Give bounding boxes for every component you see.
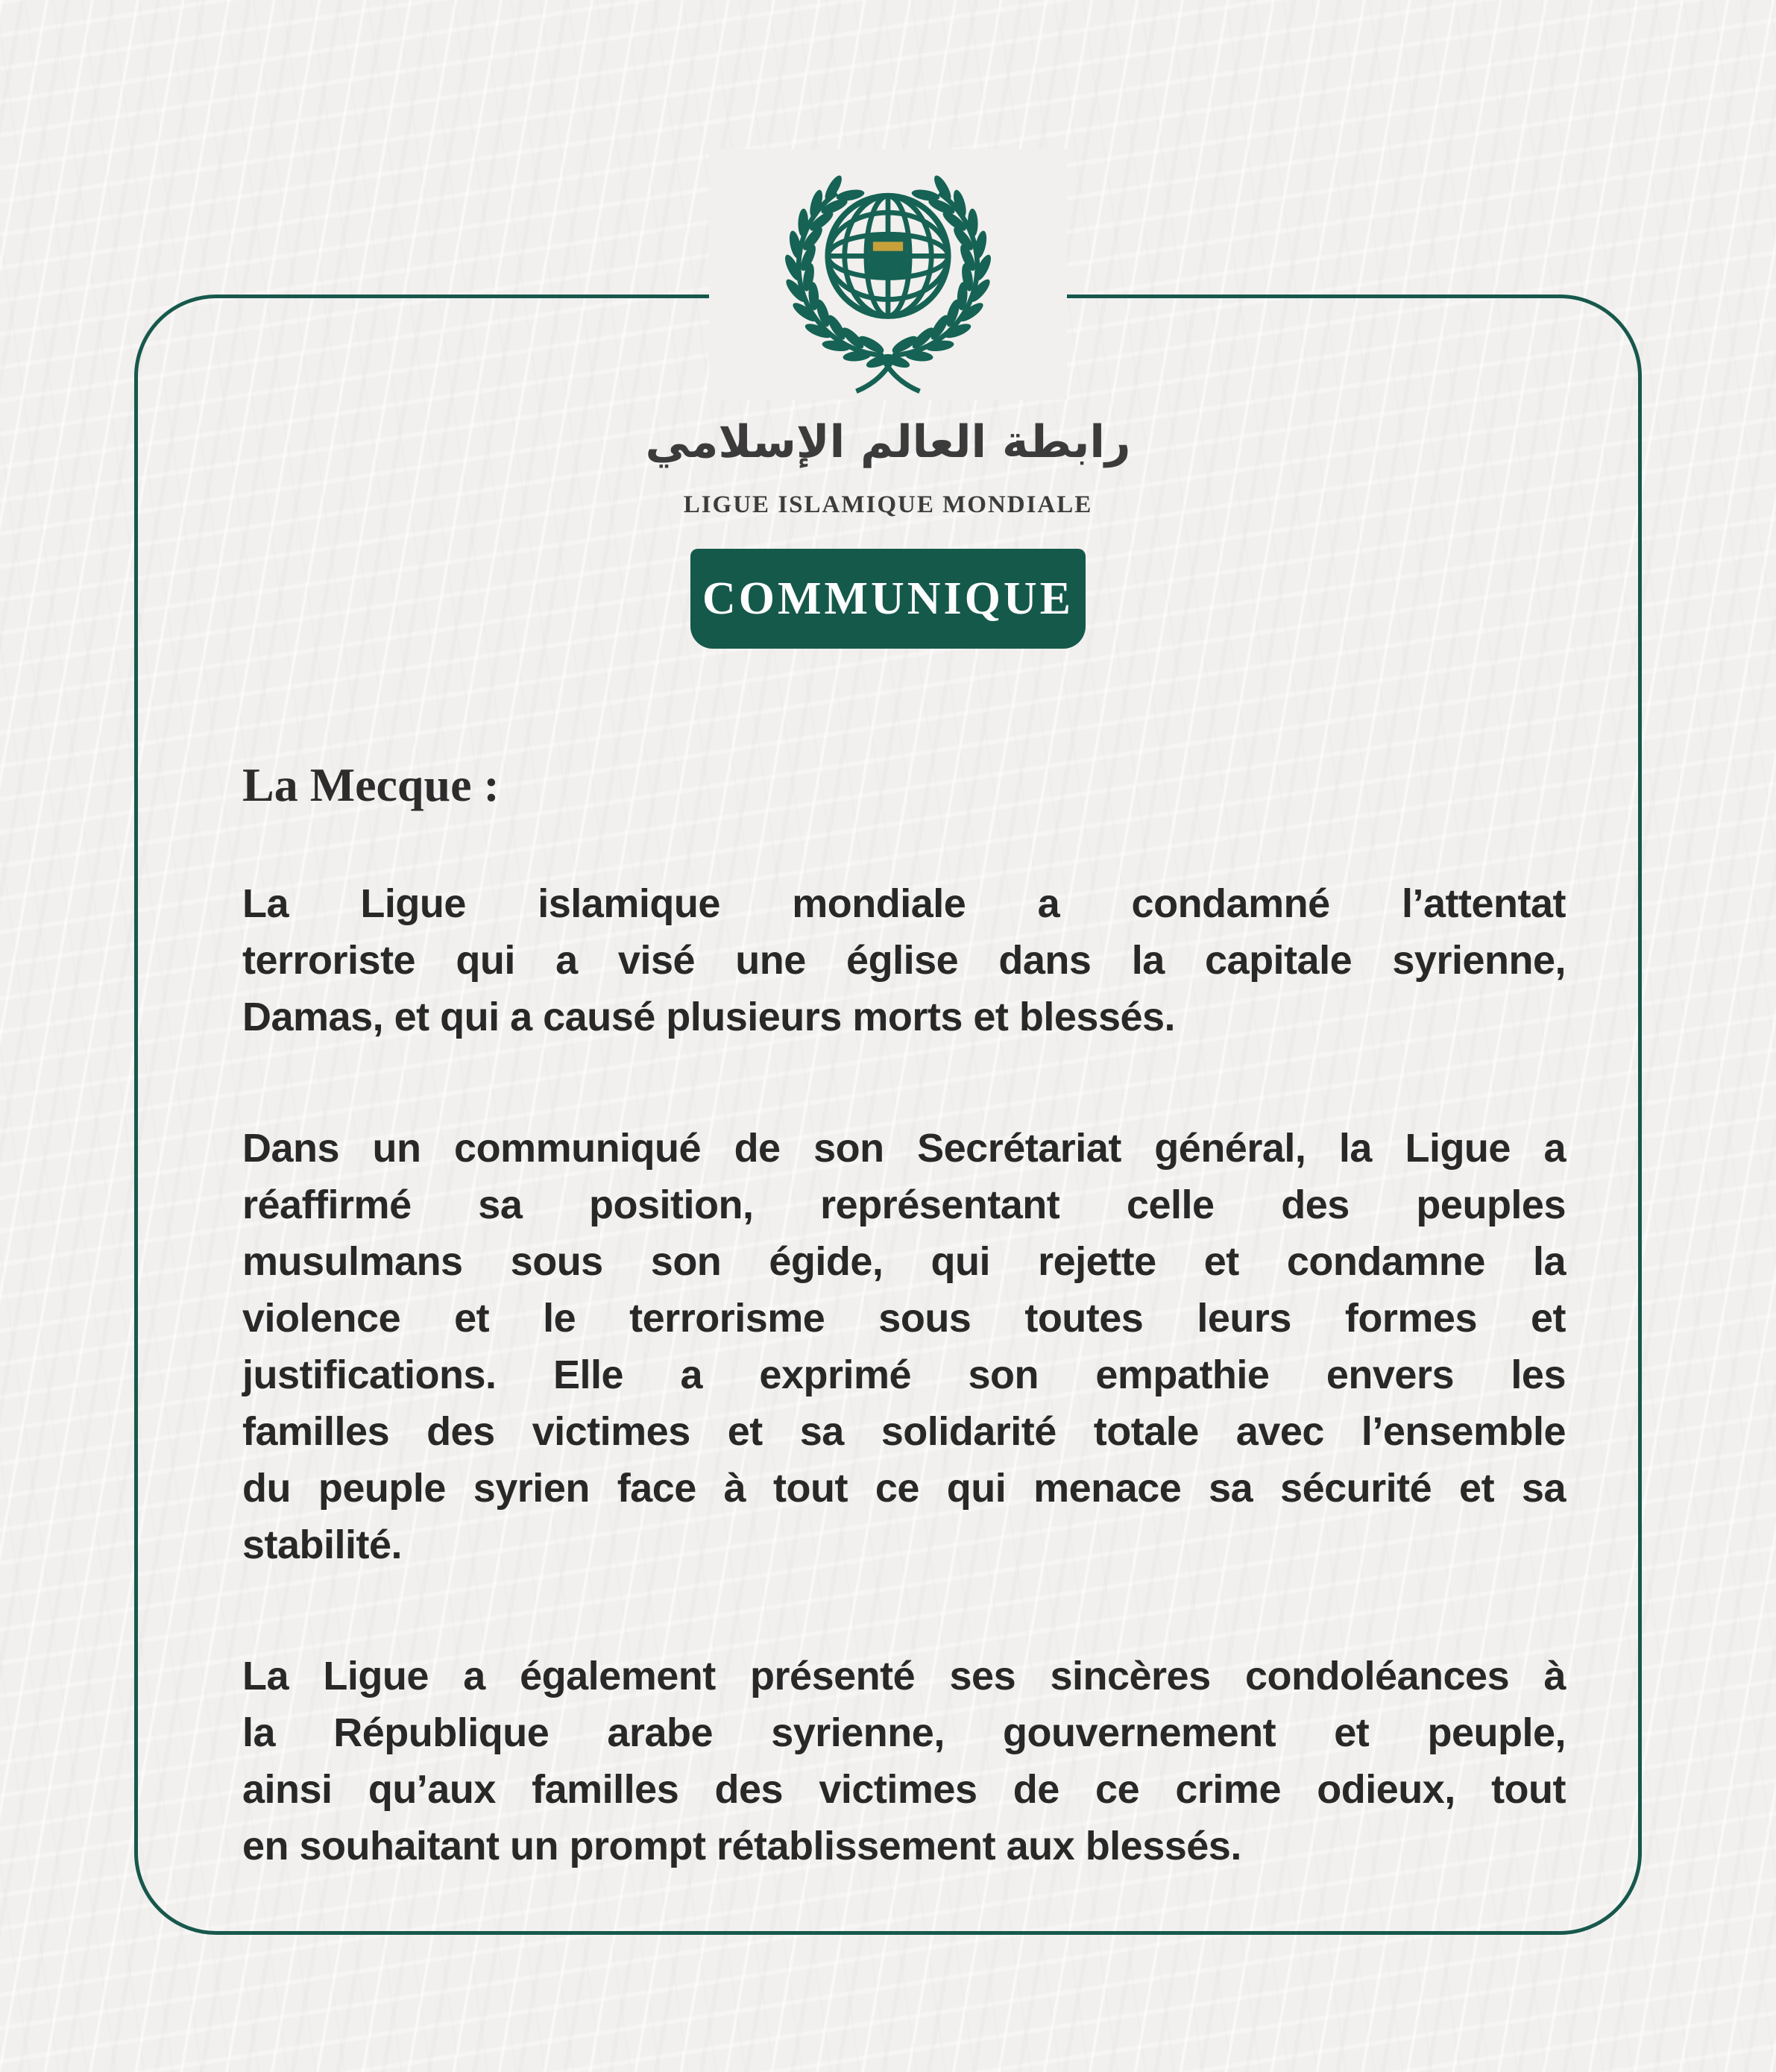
paragraph-line: réaffirmé sa position, représentant celle des peuples — [242, 1183, 1566, 1227]
paragraph-line: violence et le terrorisme sous toutes leurs formes et — [242, 1296, 1566, 1341]
paragraph-line: familles des victimes et sa solidarité totale avec l’ensemble — [242, 1409, 1566, 1454]
paragraph-line: musulmans sous son égide, qui rejette et condamne la — [242, 1239, 1566, 1284]
paragraph-line: Damas, et qui a causé plusieurs morts et blessés. — [242, 995, 1176, 1039]
org-name: LIGUE ISLAMIQUE MONDIALE — [683, 491, 1093, 518]
laurel-wreath-globe-kaaba-logo-icon — [763, 149, 1013, 400]
communique-banner-label: COMMUNIQUE — [702, 573, 1074, 624]
communique-banner — [690, 549, 1086, 649]
paragraph-line: terroriste qui a visé une église dans la capitale syrienne, — [242, 938, 1566, 983]
paragraph-line: stabilité. — [242, 1522, 403, 1567]
kaaba-icon — [869, 233, 907, 278]
paragraph-line: justifications. Elle a exprimé son empathie envers les — [242, 1353, 1566, 1397]
paragraph — [242, 875, 1566, 1045]
paragraph — [242, 1120, 1566, 1573]
header — [0, 149, 1776, 649]
paragraph — [242, 1648, 1566, 1874]
paragraph-line: La Ligue a également présenté ses sincères condoléances à — [242, 1654, 1566, 1698]
body-paragraphs — [242, 875, 1566, 1874]
logo — [709, 149, 1067, 400]
dateline: La Mecque : — [242, 758, 500, 811]
paragraph-line: en souhaitant un prompt rétablissement aux blessés. — [242, 1824, 1241, 1868]
communique-body — [242, 758, 1566, 1874]
arabic-title: رابطة العالم الإسلامي — [645, 416, 1131, 468]
paragraph-line: ainsi qu’aux familles des victimes de ce crime odieux, tout — [242, 1767, 1566, 1812]
paragraph-line: du peuple syrien face à tout ce qui menace sa sécurité et sa — [242, 1466, 1566, 1511]
paragraph-line: la République arabe syrienne, gouvernement et peuple, — [242, 1710, 1566, 1755]
paragraph-line: Dans un communiqué de son Secrétariat général, la Ligue a — [242, 1126, 1566, 1171]
paragraph-line: La Ligue islamique mondiale a condamné l’attentat — [242, 881, 1566, 926]
